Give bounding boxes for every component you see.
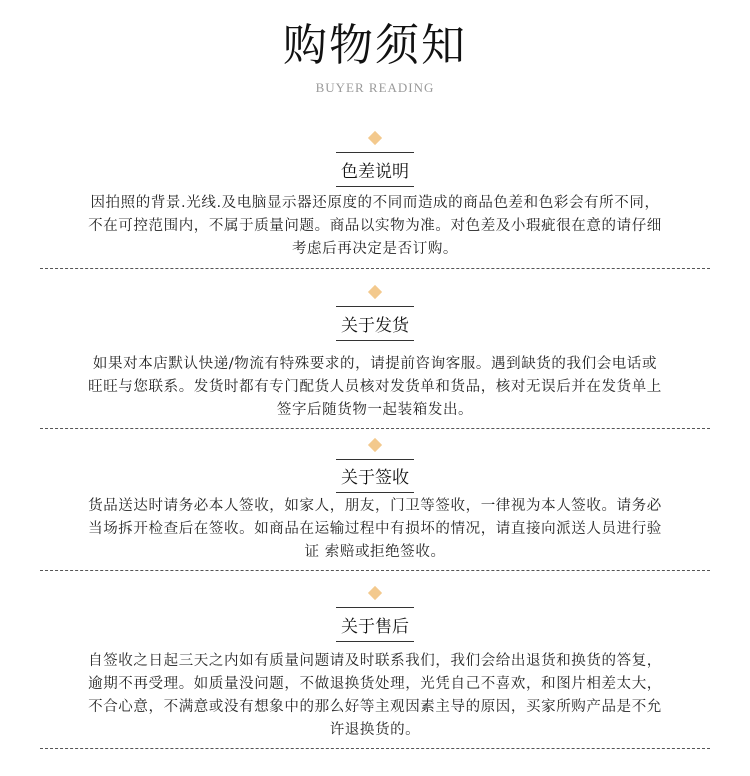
page-subtitle: BUYER READING <box>315 80 435 95</box>
section-body-after-sales <box>40 650 710 742</box>
heading-rule-bottom <box>336 641 414 642</box>
body-line: 自签收之日起三天之内如有质量问题请及时联系我们，我们会给出退货和换货的答复， <box>88 653 662 669</box>
heading-rule-bottom <box>336 492 414 493</box>
page-title: 购物须知 <box>283 20 467 71</box>
heading-rule-bottom <box>336 340 414 341</box>
section-body-color-difference <box>40 192 710 261</box>
diamond-icon <box>368 131 382 145</box>
body-line: 逾期不再受理。如质量没问题，不做退换货处理，光凭自己不喜欢，和图片相差太大， <box>88 676 662 692</box>
heading-rule-top <box>336 152 414 153</box>
section-divider <box>40 748 710 749</box>
heading-rule-top <box>336 306 414 307</box>
body-line: 因拍照的背景.光线.及电脑显示器还原度的不同而造成的商品色差和色彩会有所不同， <box>90 195 660 211</box>
body-line: 不在可控范围内，不属于质量问题。商品以实物为准。对色差及小瑕疵很在意的请仔细 <box>88 218 662 234</box>
body-line: 旺旺与您联系。发货时都有专门配货人员核对发货单和货品，核对无误后并在发货单上 <box>88 379 662 395</box>
section-heading-after-sales: 关于售后 <box>341 617 409 637</box>
diamond-icon <box>368 285 382 299</box>
body-line: 货品送达时请务必本人签收，如家人，朋友，门卫等签收，一律视为本人签收。请务必 <box>88 498 662 514</box>
body-line: 不合心意，不满意或没有想象中的那么好等主观因素主导的原因，买家所购产品是不允 <box>88 699 662 715</box>
body-line: 签字后随货物一起装箱发出。 <box>276 402 474 418</box>
section-heading-shipping: 关于发货 <box>341 316 409 336</box>
section-divider <box>40 570 710 571</box>
body-line: 许退换货的。 <box>329 722 421 738</box>
heading-rule-top <box>336 459 414 460</box>
section-divider <box>40 268 710 269</box>
body-line: 当场拆开检查后在签收。如商品在运输过程中有损坏的情况，请直接向派送人员进行验 <box>88 521 662 537</box>
section-body-signing <box>40 495 710 564</box>
section-heading-color-difference: 色差说明 <box>341 162 409 182</box>
diamond-icon <box>368 586 382 600</box>
heading-rule-top <box>336 607 414 608</box>
diamond-icon <box>368 438 382 452</box>
section-body-shipping <box>40 353 710 422</box>
section-divider <box>40 428 710 429</box>
body-line: 证 索赔或拒绝签收。 <box>304 544 446 560</box>
section-heading-signing: 关于签收 <box>341 468 409 488</box>
body-line: 如果对本店默认快递/物流有特殊要求的，请提前咨询客服。遇到缺货的我们会电话或 <box>92 356 658 372</box>
heading-rule-bottom <box>336 186 414 187</box>
body-line: 考虑后再决定是否订购。 <box>291 241 459 257</box>
